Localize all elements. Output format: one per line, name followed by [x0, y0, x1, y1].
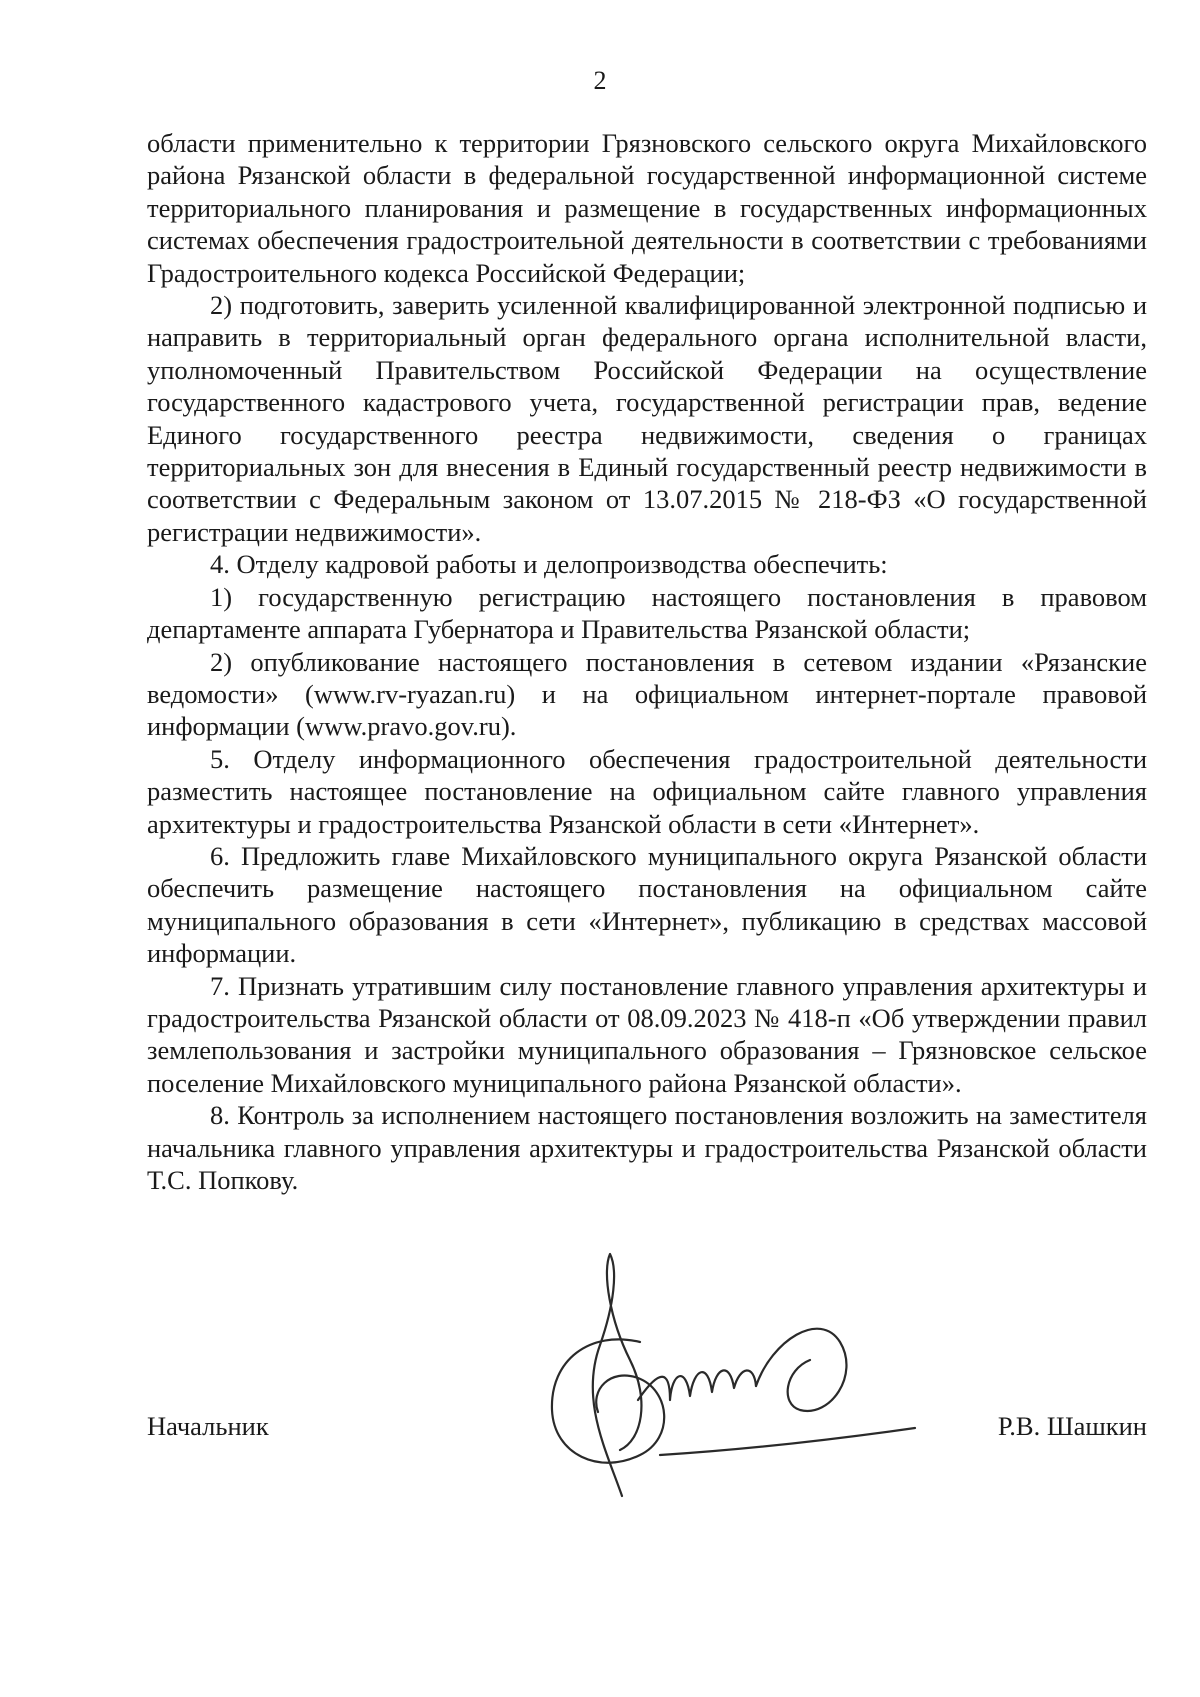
paragraph-item-8: 8. Контроль за исполнением настоящего постановления возложить на заместителя начальника главного управления архитектуры и градостроительства Рязанской области Т.С. Попкову. [147, 1100, 1147, 1195]
document-body [147, 127, 1147, 1196]
paragraph-item-4-1: 1) государственную регистрацию настоящего постановления в правовом департаменте аппарата Губернатора и Правительства Рязанской области; [147, 581, 1147, 645]
signature-block [147, 1410, 1147, 1450]
paragraph-item-4-2: 2) опубликование настоящего постановления в сетевом издании «Рязанские ведомости» (www.rv-ryazan.ru) и на официальном интернет-портале правовой информации (www.pravo.gov.ru). [147, 646, 1147, 742]
paragraph-item-4: 4. Отделу кадровой работы и делопроизводства обеспечить: [210, 549, 888, 580]
paragraph-item-7: 7. Признать утратившим силу постановление главного управления архитектуры и градостроительства Рязанской области от 08.09.2023 № 418-п «Об утверждении правил землепользования и застройки муниципального образования – Грязновское сельское поселение Михайловского муниципального района Рязанской области». [147, 970, 1147, 1098]
signatory-name: Р.В. Шашкин [997, 1411, 1147, 1441]
paragraph-continuation: области применительно к территории Грязновского сельского округа Михайловского района Рязанской области в федеральной государственной информационной системе территориального планирования и размещение в государственных информационных системах обеспечения градостроительной деятельности в соответствии с требованиями Градостроительного кодекса Российской Федерации; [147, 128, 1147, 288]
paragraph-item-5: 5. Отделу информационного обеспечения градостроительной деятельности разместить настоящее постановление на официальном сайте главного управления архитектуры и градостроительства Рязанской области в сети «Интернет». [147, 743, 1147, 839]
paragraph-item-6: 6. Предложить главе Михайловского муниципального округа Рязанской области обеспечить размещение настоящего постановления на официальном сайте муниципального образования в сети «Интернет», публикацию в средствах массовой информации. [147, 840, 1147, 969]
signatory-title: Начальник [147, 1411, 269, 1441]
handwritten-signature [510, 1250, 930, 1510]
paragraph-item-3-2: 2) подготовить, заверить усиленной квалифицированной электронной подписью и направить в территориальный орган федерального органа исполнительной власти, уполномоченный Правительством Российской Федерации на осуществление государственного кадастрового учета, государственной регистрации прав, ведение Единого государственного реестра недвижимости, сведения о границах территориальных зон для внесения в Единый государственный реестр недвижимости в соответствии с Федеральным законом от 13.07.2015 № 218-ФЗ «О государственной регистрации недвижимости». [147, 290, 1147, 547]
page-number: 2 [593, 66, 607, 95]
